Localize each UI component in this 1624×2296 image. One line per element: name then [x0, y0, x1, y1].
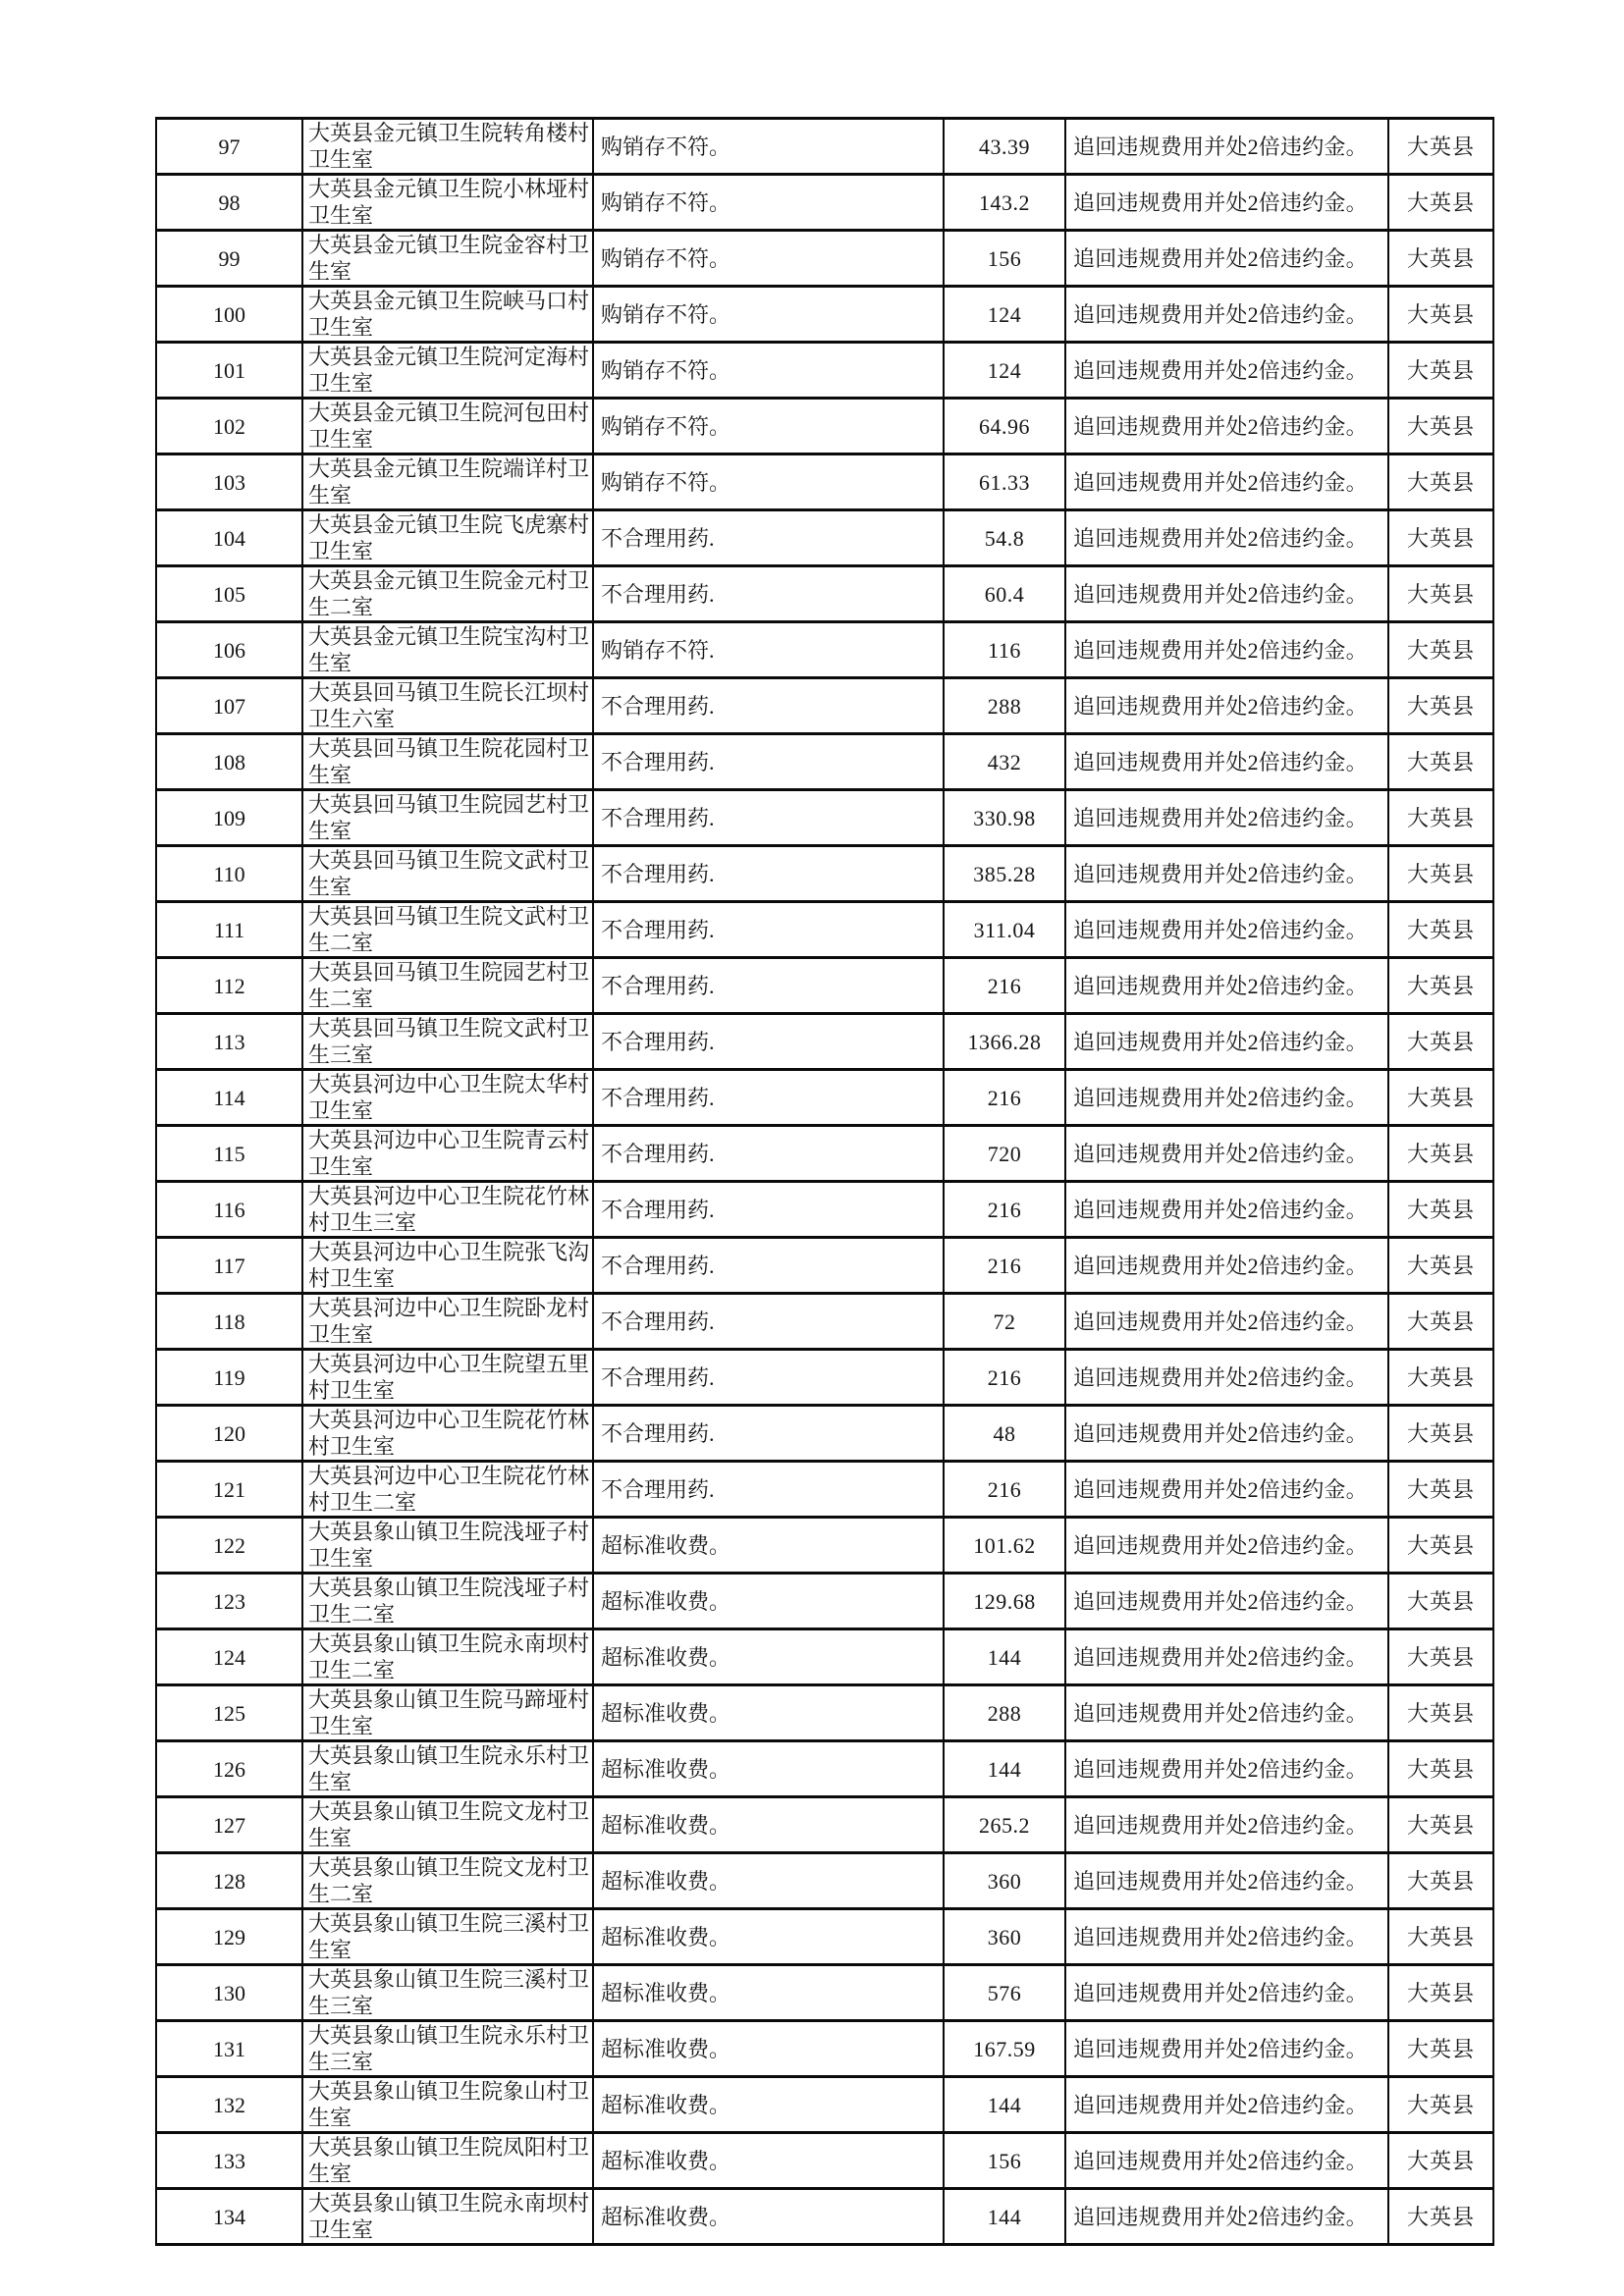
amount-cell: 144	[944, 2189, 1065, 2245]
amount-cell: 330.98	[944, 790, 1065, 846]
row-number-cell: 133	[156, 2133, 302, 2189]
row-number-cell: 132	[156, 2077, 302, 2133]
amount-cell: 129.68	[944, 1574, 1065, 1629]
penalty-cell: 追回违规费用并处2倍违约金。	[1065, 622, 1388, 678]
amount-cell: 216	[944, 1238, 1065, 1294]
row-number-cell: 129	[156, 1909, 302, 1965]
penalty-cell: 追回违规费用并处2倍违约金。	[1065, 958, 1388, 1014]
table-row	[156, 1350, 1493, 1406]
county-cell: 大英县	[1388, 1574, 1493, 1629]
county-cell: 大英县	[1388, 1965, 1493, 2021]
penalty-cell: 追回违规费用并处2倍违约金。	[1065, 2133, 1388, 2189]
amount-cell: 144	[944, 1629, 1065, 1685]
row-number-cell: 104	[156, 510, 302, 566]
violation-cell: 不合理用药.	[593, 1294, 944, 1350]
institution-name-cell: 大英县金元镇卫生院河包田村卫生室	[302, 399, 593, 454]
institution-name-cell: 大英县河边中心卫生院花竹林村卫生二室	[302, 1462, 593, 1518]
institution-name-cell: 大英县象山镇卫生院凤阳村卫生室	[302, 2133, 593, 2189]
violation-cell: 不合理用药.	[593, 678, 944, 734]
institution-name-cell: 大英县象山镇卫生院三溪村卫生室	[302, 1909, 593, 1965]
institution-name-cell: 大英县象山镇卫生院永乐村卫生室	[302, 1741, 593, 1797]
table-row	[156, 846, 1493, 902]
penalty-cell: 追回违规费用并处2倍违约金。	[1065, 2189, 1388, 2245]
amount-cell: 143.2	[944, 175, 1065, 231]
amount-cell: 156	[944, 2133, 1065, 2189]
row-number-cell: 118	[156, 1294, 302, 1350]
county-cell: 大英县	[1388, 399, 1493, 454]
table-row	[156, 1406, 1493, 1462]
table-row	[156, 1629, 1493, 1685]
row-number-cell: 130	[156, 1965, 302, 2021]
county-cell: 大英县	[1388, 175, 1493, 231]
violation-cell: 不合理用药.	[593, 790, 944, 846]
row-number-cell: 126	[156, 1741, 302, 1797]
amount-cell: 216	[944, 1462, 1065, 1518]
county-cell: 大英县	[1388, 846, 1493, 902]
table-row	[156, 902, 1493, 958]
violation-cell: 超标准收费。	[593, 1965, 944, 2021]
institution-name-cell: 大英县河边中心卫生院花竹林村卫生室	[302, 1406, 593, 1462]
penalty-cell: 追回违规费用并处2倍违约金。	[1065, 343, 1388, 399]
amount-cell: 124	[944, 287, 1065, 343]
table-row	[156, 343, 1493, 399]
institution-name-cell: 大英县象山镇卫生院浅垭子村卫生二室	[302, 1574, 593, 1629]
amount-cell: 101.62	[944, 1518, 1065, 1574]
table-row	[156, 2021, 1493, 2077]
penalty-cell: 追回违规费用并处2倍违约金。	[1065, 1070, 1388, 1126]
violation-cell: 购销存不符。	[593, 343, 944, 399]
row-number-cell: 112	[156, 958, 302, 1014]
amount-cell: 48	[944, 1406, 1065, 1462]
row-number-cell: 119	[156, 1350, 302, 1406]
penalty-cell: 追回违规费用并处2倍违约金。	[1065, 1462, 1388, 1518]
amount-cell: 216	[944, 958, 1065, 1014]
violation-cell: 购销存不符。	[593, 231, 944, 287]
violation-cell: 不合理用药.	[593, 1182, 944, 1238]
violation-cell: 超标准收费。	[593, 1629, 944, 1685]
table-row	[156, 1462, 1493, 1518]
penalty-cell: 追回违规费用并处2倍违约金。	[1065, 1965, 1388, 2021]
institution-name-cell: 大英县河边中心卫生院太华村卫生室	[302, 1070, 593, 1126]
violation-cell: 超标准收费。	[593, 2133, 944, 2189]
county-cell: 大英县	[1388, 510, 1493, 566]
amount-cell: 61.33	[944, 454, 1065, 510]
violation-cell: 不合理用药.	[593, 1238, 944, 1294]
violation-cell: 不合理用药.	[593, 846, 944, 902]
amount-cell: 288	[944, 1685, 1065, 1741]
row-number-cell: 114	[156, 1070, 302, 1126]
county-cell: 大英县	[1388, 1294, 1493, 1350]
institution-name-cell: 大英县回马镇卫生院文武村卫生室	[302, 846, 593, 902]
violation-cell: 不合理用药.	[593, 566, 944, 622]
table-row	[156, 566, 1493, 622]
penalty-cell: 追回违规费用并处2倍违约金。	[1065, 1741, 1388, 1797]
row-number-cell: 113	[156, 1014, 302, 1070]
county-cell: 大英县	[1388, 734, 1493, 790]
violation-cell: 超标准收费。	[593, 2021, 944, 2077]
violation-cell: 不合理用药.	[593, 1070, 944, 1126]
row-number-cell: 134	[156, 2189, 302, 2245]
violation-cell: 不合理用药.	[593, 1406, 944, 1462]
table-row	[156, 1797, 1493, 1853]
table-row	[156, 1182, 1493, 1238]
table-row	[156, 1294, 1493, 1350]
county-cell: 大英县	[1388, 1406, 1493, 1462]
table-row	[156, 790, 1493, 846]
institution-name-cell: 大英县金元镇卫生院宝沟村卫生室	[302, 622, 593, 678]
table-row	[156, 1070, 1493, 1126]
row-number-cell: 127	[156, 1797, 302, 1853]
county-cell: 大英县	[1388, 566, 1493, 622]
violation-cell: 购销存不符。	[593, 454, 944, 510]
penalty-cell: 追回违规费用并处2倍违约金。	[1065, 2021, 1388, 2077]
county-cell: 大英县	[1388, 2133, 1493, 2189]
county-cell: 大英县	[1388, 1014, 1493, 1070]
row-number-cell: 110	[156, 846, 302, 902]
table-row	[156, 1853, 1493, 1909]
table-row	[156, 734, 1493, 790]
violation-cell: 不合理用药.	[593, 902, 944, 958]
row-number-cell: 128	[156, 1853, 302, 1909]
row-number-cell: 131	[156, 2021, 302, 2077]
violation-cell: 不合理用药.	[593, 958, 944, 1014]
county-cell: 大英县	[1388, 1238, 1493, 1294]
institution-name-cell: 大英县象山镇卫生院文龙村卫生室	[302, 1797, 593, 1853]
penalty-cell: 追回违规费用并处2倍违约金。	[1065, 678, 1388, 734]
county-cell: 大英县	[1388, 1518, 1493, 1574]
row-number-cell: 121	[156, 1462, 302, 1518]
county-cell: 大英县	[1388, 119, 1493, 175]
county-cell: 大英县	[1388, 902, 1493, 958]
county-cell: 大英县	[1388, 958, 1493, 1014]
row-number-cell: 98	[156, 175, 302, 231]
institution-name-cell: 大英县金元镇卫生院金元村卫生二室	[302, 566, 593, 622]
table-row	[156, 231, 1493, 287]
county-cell: 大英县	[1388, 790, 1493, 846]
institution-name-cell: 大英县河边中心卫生院卧龙村卫生室	[302, 1294, 593, 1350]
institution-name-cell: 大英县象山镇卫生院永南坝村卫生室	[302, 2189, 593, 2245]
table-row	[156, 1238, 1493, 1294]
table-row	[156, 1126, 1493, 1182]
amount-cell: 360	[944, 1853, 1065, 1909]
penalty-cell: 追回违规费用并处2倍违约金。	[1065, 1182, 1388, 1238]
amount-cell: 576	[944, 1965, 1065, 2021]
institution-name-cell: 大英县金元镇卫生院转角楼村卫生室	[302, 119, 593, 175]
row-number-cell: 102	[156, 399, 302, 454]
violation-cell: 购销存不符。	[593, 119, 944, 175]
amount-cell: 64.96	[944, 399, 1065, 454]
penalty-cell: 追回违规费用并处2倍违约金。	[1065, 846, 1388, 902]
penalty-cell: 追回违规费用并处2倍违约金。	[1065, 734, 1388, 790]
county-cell: 大英县	[1388, 1350, 1493, 1406]
penalty-cell: 追回违规费用并处2倍违约金。	[1065, 1126, 1388, 1182]
row-number-cell: 105	[156, 566, 302, 622]
institution-name-cell: 大英县金元镇卫生院金容村卫生室	[302, 231, 593, 287]
violation-cell: 超标准收费。	[593, 2077, 944, 2133]
penalty-cell: 追回违规费用并处2倍违约金。	[1065, 1518, 1388, 1574]
table-row	[156, 1685, 1493, 1741]
penalty-cell: 追回违规费用并处2倍违约金。	[1065, 1797, 1388, 1853]
institution-name-cell: 大英县河边中心卫生院望五里村卫生室	[302, 1350, 593, 1406]
amount-cell: 124	[944, 343, 1065, 399]
violation-cell: 不合理用药.	[593, 1462, 944, 1518]
institution-name-cell: 大英县象山镇卫生院永南坝村卫生二室	[302, 1629, 593, 1685]
violation-cell: 超标准收费。	[593, 1909, 944, 1965]
amount-cell: 216	[944, 1182, 1065, 1238]
row-number-cell: 101	[156, 343, 302, 399]
row-number-cell: 123	[156, 1574, 302, 1629]
amount-cell: 72	[944, 1294, 1065, 1350]
amount-cell: 116	[944, 622, 1065, 678]
violation-cell: 购销存不符。	[593, 287, 944, 343]
institution-name-cell: 大英县回马镇卫生院文武村卫生三室	[302, 1014, 593, 1070]
table-row	[156, 2189, 1493, 2245]
institution-name-cell: 大英县金元镇卫生院河定海村卫生室	[302, 343, 593, 399]
amount-cell: 144	[944, 2077, 1065, 2133]
county-cell: 大英县	[1388, 1629, 1493, 1685]
violation-cell: 不合理用药.	[593, 1126, 944, 1182]
table-row	[156, 2133, 1493, 2189]
violation-cell: 超标准收费。	[593, 1685, 944, 1741]
penalty-cell: 追回违规费用并处2倍违约金。	[1065, 287, 1388, 343]
penalty-cell: 追回违规费用并处2倍违约金。	[1065, 2077, 1388, 2133]
penalty-cell: 追回违规费用并处2倍违约金。	[1065, 1909, 1388, 1965]
county-cell: 大英县	[1388, 1797, 1493, 1853]
table-row	[156, 399, 1493, 454]
institution-name-cell: 大英县河边中心卫生院张飞沟村卫生室	[302, 1238, 593, 1294]
amount-cell: 60.4	[944, 566, 1065, 622]
institution-name-cell: 大英县象山镇卫生院文龙村卫生二室	[302, 1853, 593, 1909]
penalty-cell: 追回违规费用并处2倍违约金。	[1065, 1629, 1388, 1685]
row-number-cell: 111	[156, 902, 302, 958]
row-number-cell: 122	[156, 1518, 302, 1574]
violation-cell: 超标准收费。	[593, 1574, 944, 1629]
amount-cell: 311.04	[944, 902, 1065, 958]
county-cell: 大英县	[1388, 678, 1493, 734]
amount-cell: 385.28	[944, 846, 1065, 902]
amount-cell: 216	[944, 1070, 1065, 1126]
table-row	[156, 1574, 1493, 1629]
violation-cell: 购销存不符.	[593, 622, 944, 678]
penalty-cell: 追回违规费用并处2倍违约金。	[1065, 1294, 1388, 1350]
violation-cell: 不合理用药.	[593, 1014, 944, 1070]
institution-name-cell: 大英县象山镇卫生院永乐村卫生三室	[302, 2021, 593, 2077]
row-number-cell: 109	[156, 790, 302, 846]
amount-cell: 43.39	[944, 119, 1065, 175]
county-cell: 大英县	[1388, 2189, 1493, 2245]
amount-cell: 144	[944, 1741, 1065, 1797]
violation-cell: 超标准收费。	[593, 2189, 944, 2245]
county-cell: 大英县	[1388, 1741, 1493, 1797]
amount-cell: 1366.28	[944, 1014, 1065, 1070]
institution-name-cell: 大英县回马镇卫生院园艺村卫生二室	[302, 958, 593, 1014]
penalty-cell: 追回违规费用并处2倍违约金。	[1065, 1238, 1388, 1294]
penalty-cell: 追回违规费用并处2倍违约金。	[1065, 1350, 1388, 1406]
penalty-cell: 追回违规费用并处2倍违约金。	[1065, 1853, 1388, 1909]
table-row	[156, 175, 1493, 231]
institution-name-cell: 大英县金元镇卫生院小林垭村卫生室	[302, 175, 593, 231]
penalty-cell: 追回违规费用并处2倍违约金。	[1065, 1406, 1388, 1462]
institution-name-cell: 大英县回马镇卫生院文武村卫生二室	[302, 902, 593, 958]
row-number-cell: 99	[156, 231, 302, 287]
amount-cell: 432	[944, 734, 1065, 790]
county-cell: 大英县	[1388, 1685, 1493, 1741]
amount-cell: 156	[944, 231, 1065, 287]
penalty-cell: 追回违规费用并处2倍违约金。	[1065, 902, 1388, 958]
county-cell: 大英县	[1388, 1462, 1493, 1518]
penalty-cell: 追回违规费用并处2倍违约金。	[1065, 790, 1388, 846]
institution-name-cell: 大英县象山镇卫生院浅垭子村卫生室	[302, 1518, 593, 1574]
violation-cell: 超标准收费。	[593, 1518, 944, 1574]
row-number-cell: 100	[156, 287, 302, 343]
table-row	[156, 119, 1493, 175]
county-cell: 大英县	[1388, 2021, 1493, 2077]
row-number-cell: 116	[156, 1182, 302, 1238]
table-row	[156, 958, 1493, 1014]
institution-name-cell: 大英县回马镇卫生院长江坝村卫生六室	[302, 678, 593, 734]
table-row	[156, 1014, 1493, 1070]
amount-cell: 54.8	[944, 510, 1065, 566]
violation-cell: 超标准收费。	[593, 1797, 944, 1853]
county-cell: 大英县	[1388, 1126, 1493, 1182]
county-cell: 大英县	[1388, 1909, 1493, 1965]
penalty-cell: 追回违规费用并处2倍违约金。	[1065, 1685, 1388, 1741]
penalty-cell: 追回违规费用并处2倍违约金。	[1065, 175, 1388, 231]
table-row	[156, 454, 1493, 510]
amount-cell: 288	[944, 678, 1065, 734]
row-number-cell: 115	[156, 1126, 302, 1182]
amount-cell: 167.59	[944, 2021, 1065, 2077]
county-cell: 大英县	[1388, 2077, 1493, 2133]
violation-cell: 不合理用药.	[593, 510, 944, 566]
amount-cell: 720	[944, 1126, 1065, 1182]
county-cell: 大英县	[1388, 454, 1493, 510]
violation-cell: 不合理用药.	[593, 1350, 944, 1406]
institution-name-cell: 大英县回马镇卫生院花园村卫生室	[302, 734, 593, 790]
institution-name-cell: 大英县象山镇卫生院象山村卫生室	[302, 2077, 593, 2133]
institution-name-cell: 大英县金元镇卫生院飞虎寨村卫生室	[302, 510, 593, 566]
penalty-cell: 追回违规费用并处2倍违约金。	[1065, 510, 1388, 566]
institution-name-cell: 大英县河边中心卫生院青云村卫生室	[302, 1126, 593, 1182]
penalty-cell: 追回违规费用并处2倍违约金。	[1065, 1014, 1388, 1070]
violation-table	[155, 117, 1494, 2246]
row-number-cell: 125	[156, 1685, 302, 1741]
amount-cell: 265.2	[944, 1797, 1065, 1853]
row-number-cell: 97	[156, 119, 302, 175]
table-row	[156, 1909, 1493, 1965]
county-cell: 大英县	[1388, 1182, 1493, 1238]
institution-name-cell: 大英县象山镇卫生院三溪村卫生三室	[302, 1965, 593, 2021]
table-row	[156, 678, 1493, 734]
violation-cell: 不合理用药.	[593, 734, 944, 790]
violation-cell: 购销存不符。	[593, 399, 944, 454]
institution-name-cell: 大英县河边中心卫生院花竹林村卫生三室	[302, 1182, 593, 1238]
row-number-cell: 103	[156, 454, 302, 510]
amount-cell: 216	[944, 1350, 1065, 1406]
row-number-cell: 106	[156, 622, 302, 678]
table-row	[156, 1741, 1493, 1797]
county-cell: 大英县	[1388, 343, 1493, 399]
institution-name-cell: 大英县回马镇卫生院园艺村卫生室	[302, 790, 593, 846]
table-row	[156, 2077, 1493, 2133]
table-row	[156, 1518, 1493, 1574]
row-number-cell: 120	[156, 1406, 302, 1462]
penalty-cell: 追回违规费用并处2倍违约金。	[1065, 399, 1388, 454]
institution-name-cell: 大英县金元镇卫生院峡马口村卫生室	[302, 287, 593, 343]
penalty-cell: 追回违规费用并处2倍违约金。	[1065, 231, 1388, 287]
institution-name-cell: 大英县象山镇卫生院马蹄垭村卫生室	[302, 1685, 593, 1741]
county-cell: 大英县	[1388, 1853, 1493, 1909]
table-row	[156, 510, 1493, 566]
penalty-cell: 追回违规费用并处2倍违约金。	[1065, 566, 1388, 622]
amount-cell: 360	[944, 1909, 1065, 1965]
violation-cell: 超标准收费。	[593, 1741, 944, 1797]
penalty-cell: 追回违规费用并处2倍违约金。	[1065, 454, 1388, 510]
table-body	[156, 119, 1493, 2245]
county-cell: 大英县	[1388, 1070, 1493, 1126]
row-number-cell: 124	[156, 1629, 302, 1685]
table-row	[156, 622, 1493, 678]
county-cell: 大英县	[1388, 231, 1493, 287]
violation-cell: 购销存不符。	[593, 175, 944, 231]
row-number-cell: 107	[156, 678, 302, 734]
violation-cell: 超标准收费。	[593, 1853, 944, 1909]
county-cell: 大英县	[1388, 622, 1493, 678]
row-number-cell: 117	[156, 1238, 302, 1294]
institution-name-cell: 大英县金元镇卫生院端详村卫生室	[302, 454, 593, 510]
table-row	[156, 287, 1493, 343]
penalty-cell: 追回违规费用并处2倍违约金。	[1065, 119, 1388, 175]
row-number-cell: 108	[156, 734, 302, 790]
penalty-cell: 追回违规费用并处2倍违约金。	[1065, 1574, 1388, 1629]
county-cell: 大英县	[1388, 287, 1493, 343]
table-row	[156, 1965, 1493, 2021]
